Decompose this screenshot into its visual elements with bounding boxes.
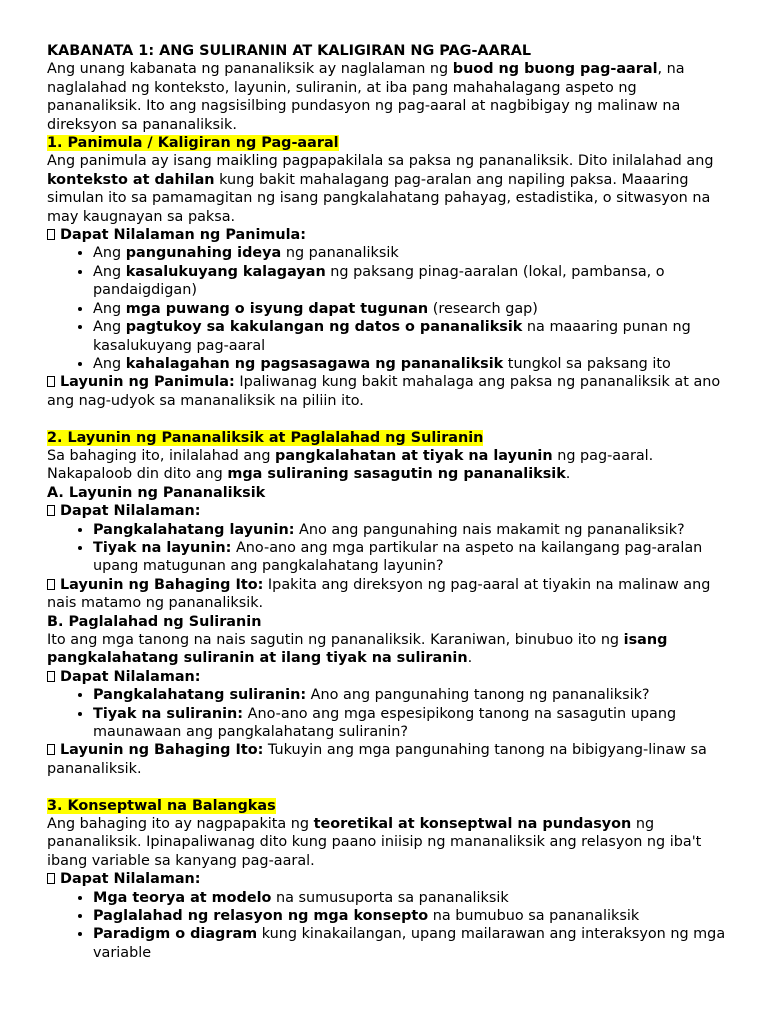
list-item: [93, 907, 727, 925]
text-run: ng pag-aaral. Nakapaloob din dito ang: [47, 447, 654, 483]
text-run: Ano-ano ang mga espesipikong tanong na sasagutin upang maunawaan ang pangkalahatang suliranin?: [93, 705, 677, 741]
bold-run: buod ng buong pag-aaral: [452, 61, 658, 78]
list-item: [93, 244, 727, 262]
label-text: Dapat Nilalaman:: [60, 871, 201, 888]
section-2-heading: [47, 429, 727, 447]
bold-run: Tiyak na suliranin:: [93, 705, 244, 722]
bold-run: Mga teorya at modelo: [93, 889, 272, 906]
section-2-paragraph: [47, 447, 727, 484]
list-item: [93, 705, 727, 742]
square-glyph-icon: [47, 873, 55, 884]
text-run: Sa bahaging ito, inilalahad ang: [47, 447, 276, 464]
subsection-a-heading: A. Layunin ng Pananaliksik: [47, 484, 266, 501]
highlighted-heading: 3. Konseptwal na Balangkas: [47, 797, 276, 814]
text-run: na sumusuporta sa pananaliksik: [271, 889, 509, 906]
list-item: [93, 539, 727, 576]
section-1-goal: [47, 373, 727, 410]
section-3-must-label: [47, 870, 727, 888]
subsection-b-heading: B. Paglalahad ng Suliranin: [47, 613, 262, 630]
text-run: Ito ang mga tanong na nais sagutin ng pananaliksik. Karaniwan, binubuo ito ng: [47, 631, 624, 648]
text-run: na maaaring punan ng kasalukuyang pag-aaral: [93, 319, 691, 354]
subsection-a-must-label: [47, 502, 727, 520]
square-glyph-icon: [47, 229, 55, 240]
highlighted-heading: 1. Panimula / Kaligiran ng Pag-aaral: [47, 135, 339, 152]
text-run: .: [467, 650, 473, 667]
label-text: Dapat Nilalaman:: [60, 668, 201, 685]
goal-label: Layunin ng Panimula:: [60, 374, 235, 391]
subsection-b-goal: [47, 741, 727, 778]
list-item: [93, 300, 727, 318]
section-1-paragraph: [47, 152, 727, 226]
spacer: [47, 778, 727, 796]
subsection-a-goal: [47, 576, 727, 613]
label-text: Dapat Nilalaman:: [60, 503, 201, 520]
list-item: [93, 889, 727, 907]
section-3-list: [47, 889, 727, 963]
intro-paragraph: [47, 60, 727, 134]
text-run: tungkol sa paksang ito: [503, 355, 671, 372]
document-page: [47, 42, 727, 962]
bold-run: Pangkalahatang layunin:: [93, 521, 295, 538]
section-1-must-label: [47, 226, 727, 244]
bold-run: Pangkalahatang suliranin:: [93, 687, 307, 704]
text-run: , na naglalahad ng konteksto, layunin, suliranin, at iba pang mahahalagang aspeto ng pananaliksik. Ito ang nagsisilbing pundasyon ng pag-aaral at nagbibigay ng malinaw na direksyon sa pananaliksik.: [47, 61, 685, 133]
goal-text: Tukuyin ang mga pangunahing tanong na bibigyang-linaw sa pananaliksik.: [47, 742, 707, 777]
chapter-title: KABANATA 1: ANG SULIRANIN AT KALIGIRAN NG PAG-AARAL: [47, 43, 532, 59]
bold-run: pagtukoy sa kakulangan ng datos o pananaliksik: [125, 319, 523, 336]
bold-run: Paradigm o diagram: [93, 926, 258, 943]
subsection-b-must-label: [47, 668, 727, 686]
square-glyph-icon: [47, 376, 55, 387]
text-run: ng pananaliksik: [281, 245, 399, 262]
goal-text: Ipakita ang direksyon ng pag-aaral at tiyakin na malinaw ang nais matamo ng pananaliksik.: [47, 576, 711, 612]
goal-text: Ipaliwanag kung bakit mahalaga ang paksa ng pananaliksik at ano ang nag-udyok sa mananaliksik na piliin ito.: [47, 374, 721, 409]
text-run: na bumubuo sa pananaliksik: [428, 908, 640, 925]
bold-run: isang pangkalahatang suliranin at ilang tiyak na suliranin: [47, 631, 668, 667]
square-glyph-icon: [47, 671, 55, 682]
square-glyph-icon: [47, 579, 55, 590]
list-item: [93, 686, 727, 704]
square-glyph-icon: [47, 744, 55, 755]
subsection-a-list: [47, 521, 727, 576]
list-item: [93, 263, 727, 300]
text-run: kung kinakailangan, upang mailarawan ang interaksyon ng mga variable: [93, 926, 726, 961]
text-run: Ano ang pangunahing tanong ng pananaliksik?: [306, 687, 650, 704]
bold-run: mga puwang o isyung dapat tugunan: [125, 300, 429, 317]
bold-run: Tiyak na layunin:: [93, 539, 232, 556]
bold-run: pangkalahatan at tiyak na layunin: [275, 447, 553, 464]
text-run: Ang: [93, 245, 126, 262]
text-run: Ang: [93, 300, 126, 317]
text-run: Ano-ano ang mga partikular na aspeto na kailangang pag-aralan upang matugunan ang pangkalahatang layunin?: [93, 539, 703, 575]
bold-run: konteksto at dahilan: [47, 171, 215, 188]
square-glyph-icon: [47, 505, 55, 516]
text-run: .: [565, 466, 571, 483]
list-item: [93, 355, 727, 373]
list-item: [93, 925, 727, 962]
text-run: kung bakit mahalagang pag-aralan ang napiling paksa. Maaaring simulan ito sa pamamagitan ng isang pangkalahatang pahayag, estadistika, o sitwasyon na may kaugnayan sa paksa.: [47, 171, 711, 225]
text-run: Ang: [93, 263, 126, 280]
text-run: Ang panimula ay isang maikling pagpapakilala sa paksa ng pananaliksik. Dito inilalahad ang: [47, 153, 714, 170]
text-run: ng pananaliksik. Ipinapaliwanag dito kung paano iniisip ng mananaliksik ang relasyon ng iba't ibang variable sa kanyang pag-aaral.: [47, 816, 702, 869]
subsection-b-paragraph: [47, 631, 727, 668]
bold-run: kahalagahan ng pagsasagawa ng pananaliksik: [125, 355, 504, 372]
text-run: ng paksang pinag-aaralan (lokal, pambansa, o pandaigdigan): [93, 263, 665, 299]
highlighted-heading: 2. Layunin ng Pananaliksik at Paglalahad ng Suliranin: [47, 429, 484, 446]
spacer: [47, 410, 727, 428]
section-3-paragraph: [47, 815, 727, 870]
bold-run: teoretikal at konseptwal na pundasyon: [313, 816, 632, 833]
section-3-heading: [47, 797, 727, 815]
bold-run: Paglalahad ng relasyon ng mga konsepto: [93, 908, 429, 925]
list-item: [93, 521, 727, 539]
list-item: [93, 318, 727, 355]
text-run: (research gap): [428, 300, 538, 317]
bold-run: mga suliraning sasagutin ng pananaliksik: [227, 466, 566, 483]
goal-label: Layunin ng Bahaging Ito:: [60, 742, 264, 759]
subsection-b-list: [47, 686, 727, 741]
section-1-list: [47, 244, 727, 373]
text-run: Ang bahaging ito ay nagpapakita ng: [47, 816, 314, 833]
section-1-heading: [47, 134, 727, 152]
text-run: Ang unang kabanata ng pananaliksik ay naglalaman ng: [47, 61, 453, 78]
text-run: Ang: [93, 319, 126, 336]
bold-run: pangunahing ideya: [125, 245, 282, 262]
text-run: Ano ang pangunahing nais makamit ng pananaliksik?: [294, 521, 685, 538]
goal-label: Layunin ng Bahaging Ito:: [60, 576, 264, 593]
label-text: Dapat Nilalaman ng Panimula:: [60, 227, 307, 244]
bold-run: kasalukuyang kalagayan: [125, 263, 326, 280]
text-run: Ang: [93, 355, 126, 372]
